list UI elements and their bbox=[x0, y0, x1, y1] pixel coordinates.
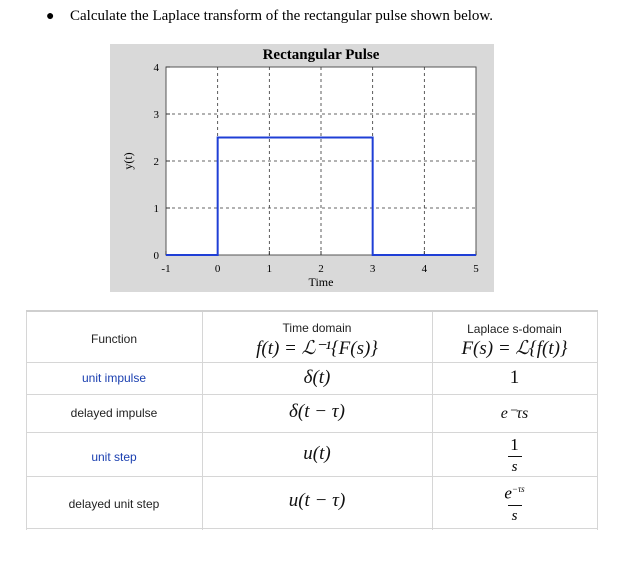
header-laplace-formula: F(s) = ℒ{f(t)} bbox=[461, 338, 568, 359]
header-function: Function bbox=[90, 332, 138, 346]
y-tick-label: 2 bbox=[153, 156, 159, 168]
x-tick-label: -1 bbox=[161, 263, 171, 275]
x-tick-label: 3 bbox=[369, 263, 376, 275]
x-tick-label: 0 bbox=[214, 263, 221, 275]
x-tick-label: 5 bbox=[473, 263, 479, 275]
exp-base: e bbox=[504, 483, 512, 503]
y-tick-label: 1 bbox=[153, 203, 159, 215]
laplace-delayed-impulse: e⁻τs bbox=[500, 405, 529, 422]
table-border-bottom bbox=[26, 528, 598, 529]
laplace-unit-impulse: 1 bbox=[509, 367, 520, 388]
function-unit-impulse-link[interactable]: unit impulse bbox=[81, 371, 147, 385]
header-time-domain: Time domain bbox=[282, 321, 352, 335]
time-delayed-unit-step: u(t − τ) bbox=[288, 490, 346, 511]
x-tick-label: 2 bbox=[318, 263, 324, 275]
row-divider-2 bbox=[26, 394, 598, 395]
y-tick-label: 3 bbox=[153, 109, 159, 121]
rectangular-pulse-chart bbox=[110, 44, 494, 292]
x-tick-label: 1 bbox=[266, 263, 273, 275]
fraction-unit-step bbox=[508, 436, 522, 475]
function-delayed-unit-step: delayed unit step bbox=[68, 497, 160, 511]
y-tick-label: 0 bbox=[153, 250, 159, 262]
question-label: Calculate the Laplace transform of the rectangular pulse shown below. bbox=[70, 8, 494, 24]
plot-area bbox=[166, 67, 476, 255]
chart-title: Rectangular Pulse bbox=[262, 47, 380, 63]
x-axis-label: Time bbox=[308, 275, 334, 289]
table-border-right bbox=[597, 312, 598, 530]
row-divider-3 bbox=[26, 432, 598, 433]
fraction-numerator: 1 bbox=[510, 435, 519, 454]
y-tick-label: 4 bbox=[153, 62, 159, 74]
function-delayed-impulse: delayed impulse bbox=[70, 406, 158, 420]
exp-power: −τs bbox=[511, 484, 525, 494]
y-axis-label: y(t) bbox=[121, 152, 135, 170]
fraction-delayed-step bbox=[504, 480, 524, 524]
x-tick-label: 4 bbox=[421, 263, 428, 275]
header-laplace: Laplace s-domain bbox=[467, 322, 562, 336]
fraction-bar bbox=[508, 456, 522, 457]
laplace-table bbox=[26, 310, 598, 530]
time-delayed-impulse: δ(t − τ) bbox=[289, 401, 345, 422]
laplace-delayed-unit-step bbox=[432, 480, 597, 524]
chart-svg bbox=[110, 44, 494, 292]
question-text bbox=[46, 8, 493, 25]
row-divider-1 bbox=[26, 362, 598, 363]
fraction-numerator bbox=[504, 480, 524, 503]
fraction-bar bbox=[508, 505, 522, 506]
fraction-denominator: s bbox=[511, 507, 518, 524]
time-unit-impulse: δ(t) bbox=[303, 367, 331, 388]
function-unit-step-link[interactable]: unit step bbox=[91, 450, 137, 464]
time-unit-step: u(t) bbox=[303, 443, 331, 464]
fraction-denominator: s bbox=[511, 459, 518, 475]
laplace-unit-step bbox=[432, 436, 597, 475]
bullet-icon: ● bbox=[46, 9, 55, 24]
row-divider-4 bbox=[26, 476, 598, 477]
header-time-formula: f(t) = ℒ⁻¹{F(s)} bbox=[256, 338, 378, 359]
